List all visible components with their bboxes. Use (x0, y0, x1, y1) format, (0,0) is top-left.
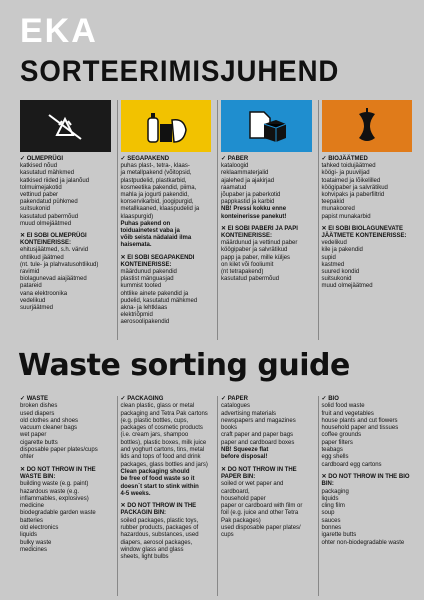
list-item: ohter (20, 454, 34, 461)
note-line: haisemata. (120, 242, 152, 249)
list-item: packages of cosmetic products (120, 425, 203, 432)
list-item: suitsukonid (20, 206, 51, 213)
list-item: määrdunud pakendid (120, 269, 177, 276)
list-item: plastpudelid, plastkarbid, (120, 177, 187, 184)
list-item: diapers, aerosol packages, (120, 539, 193, 546)
list-item: newspapers and magazines (221, 417, 296, 424)
mixed-et-text (20, 156, 111, 312)
list-item: cups (221, 532, 234, 539)
list-item: old clothes and shoes (20, 417, 79, 424)
list-item: vedelikud (321, 240, 347, 247)
list-item: medicines (20, 546, 48, 553)
list-item: jõupaber ja paberkotid (221, 192, 281, 199)
list-item: cling film (321, 503, 345, 510)
list-item: books (221, 425, 238, 432)
list-item: lids and tops of food and drink (120, 454, 201, 461)
list-item: vettinud paber (20, 192, 59, 199)
list-item: biolagunevad aiajäätmed (20, 276, 87, 283)
list-item: house plants and cut flowers (321, 417, 398, 424)
mixed-et-no-head: ✕ EI SOBI OLMEPRÜGI KONTEINERISSE: (20, 233, 87, 247)
list-item: used diapers (20, 410, 55, 417)
list-item: kohvipaks ja paberfiltrid (321, 192, 385, 199)
list-item: old electronics (20, 525, 59, 532)
packaging-et-text (121, 156, 212, 327)
mixed-et-yes-head: ✓ OLMEPRÜGI (20, 156, 64, 162)
list-item: Pak packages) (221, 517, 261, 524)
list-item: batteries (20, 517, 44, 524)
list-item: teepakid (321, 199, 345, 206)
list-item: building waste (e.g. paint) (20, 481, 89, 488)
list-item: inflammables, explosives) (20, 495, 89, 502)
bio-en-yes-head: ✓ BIO (321, 396, 339, 402)
list-item: akna- ja lehtklaas (120, 305, 168, 312)
list-item: cigarette butts (20, 439, 58, 446)
paper-en-text (221, 396, 312, 540)
mixed-en-text (20, 396, 111, 554)
list-item: pappkastid ja karbid (221, 199, 275, 206)
list-item: pakendatud pühkmed (20, 199, 78, 206)
list-item: household paper and tissues (321, 425, 399, 432)
column-mixed (20, 100, 111, 340)
list-item: broken dishes (20, 403, 58, 410)
list-item: window glass and glass (120, 546, 184, 553)
bio-et-yes-head: ✓ BIOJÄÄTMED (321, 156, 368, 162)
packaging-en-no-head: ✕ DO NOT THROW IN THE PACKAGIN BIN: (120, 503, 197, 517)
list-item: katkised riided ja jalanõud (20, 177, 90, 184)
list-item: catalogues (221, 403, 251, 410)
note-line: before disposal! (221, 454, 268, 461)
list-item: vacuum cleaner bags (20, 425, 78, 432)
list-item: advertising materials (221, 410, 277, 417)
list-item: coffee grounds (321, 432, 362, 439)
list-item: rubber products, packages of (120, 525, 199, 532)
note-line: konteinerisse panekut! (221, 213, 287, 220)
note-line: NB! Squeeze flat (221, 447, 269, 454)
column-bio (318, 100, 413, 340)
list-item: papist munakarbid (321, 213, 371, 220)
list-item: toataimed ja lõikelilled (321, 177, 381, 184)
list-item: vana elektroonika (20, 290, 68, 297)
list-item: liquids (20, 532, 38, 539)
note-line: Puhas pakend on (120, 220, 171, 227)
list-item: ohter non-biodegradable waste (321, 539, 405, 546)
mixed-en-yes-head: ✓ WASTE (20, 396, 49, 402)
list-item: sauces (321, 517, 341, 524)
no-recycling-icon (43, 111, 87, 141)
list-item: kasutatud mähkmed (20, 170, 75, 177)
list-item: biodegradable garden waste (20, 510, 96, 517)
list-item: household paper (221, 495, 266, 502)
list-item: katkised nõud (20, 163, 58, 170)
list-item: köögipaber ja salvrätikud (321, 184, 388, 191)
packaging-en-yes-head: ✓ PACKAGING (120, 396, 164, 402)
list-item: cardboard, (221, 488, 250, 495)
column-waste-en (20, 396, 111, 596)
list-item: (i.e. cream jars, shampoo (120, 432, 189, 439)
list-item: elektriõpmid (120, 312, 153, 319)
list-item: pudelid, kasutatud mähkmed (120, 297, 198, 304)
list-item: kastmed (321, 261, 345, 268)
list-item: kosmeetika pakendid, piima, (120, 184, 197, 191)
list-item: bottles), plastic boxes, milk juice (120, 439, 207, 446)
list-item: soup (321, 510, 335, 517)
list-item: reklaammaterjalid (221, 170, 269, 177)
list-item: packaging and Tetra Pak cartons (120, 410, 208, 417)
list-item: foil (e.g. juice and other Tetra (221, 510, 299, 517)
list-item: ohtlike ainete pakendid ja (120, 290, 189, 297)
list-item: puhas plast-, tetra-, klaas- (120, 163, 190, 170)
list-item: clean plastic, glass or metal (120, 403, 195, 410)
list-item: plastist mänguasjad (120, 276, 174, 283)
note-line: toiduainetest vaba ja (120, 228, 180, 235)
list-item: paper and cardboard boxes (221, 439, 295, 446)
list-item: kataloogid (221, 163, 249, 170)
list-item: (nt. tule- ja plahvatusohtlikud) (20, 261, 99, 268)
list-item: kile ja pakendid (321, 247, 363, 254)
list-item: soiled or wet paper and (221, 481, 284, 488)
list-item: tolmuimejakotid (20, 184, 62, 191)
column-packaging-en (117, 396, 212, 596)
list-item: tahked toidujäätmed (321, 163, 376, 170)
page-title: SORTEERIMISJUHEND (20, 55, 340, 88)
list-item: köögi- ja puuviljad (321, 170, 370, 177)
list-item: muud olmejäätmed (321, 283, 373, 290)
bio-et-no-head: ✕ EI SOBI BIOLAGUNEVATE JÄÄTMETE KONTEINERISSE: (321, 225, 407, 240)
list-item: patareid (20, 283, 42, 290)
note-line: Clean packaging should (120, 468, 190, 475)
list-item: medicine (20, 503, 45, 510)
list-item: ravimid (20, 269, 40, 276)
list-item: supid (321, 254, 336, 261)
paper-et-yes-head: ✓ PABER (221, 156, 249, 162)
list-item: vedelikud (20, 297, 46, 304)
list-item: ohtlikud jäätmed (20, 254, 64, 261)
mixed-en-no-head: ✕ DO NOT THROW IN THE WASTE BIN: (20, 466, 96, 480)
bio-en-text (322, 396, 413, 547)
note-line: doesn´t start to stink within (120, 483, 199, 490)
list-item: fruit and vegetables (321, 410, 374, 417)
paper-box-icon (242, 108, 290, 144)
bio-icon-box (322, 100, 413, 152)
list-item: määrdunud ja vettinud paber (221, 240, 298, 247)
paper-icon-box (221, 100, 312, 152)
list-item: suured kondid (321, 269, 360, 276)
paper-en-no-head: ✕ DO NOT THROW IN THE PAPER BIN: (221, 466, 297, 480)
english-section (20, 396, 412, 596)
list-item: kummist tooted (120, 283, 162, 290)
list-item: suitsukonid (321, 276, 352, 283)
list-item: ajalehed ja ajakirjad (221, 177, 275, 184)
packaging-icon-box (121, 100, 212, 152)
list-item: igarette butts (321, 532, 357, 539)
list-item: kasutatud pabermõud (20, 213, 79, 220)
paper-en-yes-head: ✓ PAPER (221, 396, 248, 402)
list-item: muud olmejäätmed (20, 220, 72, 227)
list-item: köögipaber ja salvrätikud (221, 247, 288, 254)
list-item: used disposable paper plates/ (221, 525, 301, 532)
paper-et-no-head: ✕ EI SOBI PABERI JA PAPI KONTEINERISSE: (221, 225, 298, 240)
list-item: suurjäätmed (20, 305, 54, 312)
bio-en-no-head: ✕ DO NOT THROW IN THE BIO BIN: (321, 473, 410, 488)
list-item: aerosoolipakendid (120, 319, 170, 326)
brand-logo: EKA (20, 12, 98, 50)
list-item: (e.g. plastic bottles, cups, (120, 417, 189, 424)
list-item: disposable paper plates/cups (20, 447, 98, 454)
list-item: on kilet või fooliumit (221, 261, 274, 268)
list-item: hazardous waste (e.g. (20, 488, 80, 495)
list-item: wet paper (20, 432, 47, 439)
list-item: ja metallpakend (võitopsid, (120, 170, 192, 177)
list-item: sheets, light bulbs (120, 554, 169, 561)
packaging-icon (142, 108, 190, 144)
bio-et-text (322, 156, 413, 291)
paper-et-text (221, 156, 312, 283)
list-item: bonnes (321, 525, 342, 532)
list-item: munakoored (321, 206, 355, 213)
list-item: bulky waste (20, 539, 52, 546)
mixed-waste-icon-box (20, 100, 111, 152)
list-item: klaaspurgid) (120, 213, 154, 220)
column-paper (217, 100, 312, 340)
list-item: packages, glass bottles and jars) (120, 461, 208, 468)
note-line: NB! Pressi kokku enne (221, 206, 287, 213)
list-item: konservikarbid, joogipurgid, (120, 199, 194, 206)
list-item: soiled packages, plastic toys, (120, 517, 199, 524)
column-paper-en (217, 396, 312, 596)
list-item: solid food waste (321, 403, 365, 410)
estonian-section (20, 100, 412, 340)
list-item: teabags (321, 447, 343, 454)
list-item: mahla ja jogurti pakendid, (120, 192, 189, 199)
list-item: hazardous, substances, used (120, 532, 199, 539)
list-item: kasutatud pabermõud (221, 276, 280, 283)
packaging-et-yes-head: ✓ SEGAPAKEND (120, 156, 170, 162)
packaging-en-text (121, 396, 212, 562)
apple-core-icon (352, 106, 382, 146)
list-item: papp ja paber, mille küljes (221, 254, 291, 261)
list-item: paper filters (321, 439, 353, 446)
note-line: be free of food waste so it (120, 476, 195, 483)
column-packaging (117, 100, 212, 340)
packaging-et-no-head: ✕ EI SOBI SEGAPAKENDI KONTEINERISSE: (120, 254, 195, 268)
list-item: packaging (321, 488, 349, 495)
list-item: craft paper and paper bags (221, 432, 294, 439)
list-item: metallkaaned, klaaspudelid ja (120, 206, 200, 213)
list-item: cardboard egg cartons (321, 461, 382, 468)
note-line: 4-5 weeks. (120, 490, 151, 497)
list-item: (nt tetrapakend) (221, 269, 264, 276)
list-item: paper or cardboard with film or (221, 503, 303, 510)
list-item: liquids (321, 495, 339, 502)
guide-title: Waste sorting guide (18, 348, 350, 383)
list-item: raamatud (221, 184, 247, 191)
list-item: ehitusjäätmed, s.h. värvid (20, 247, 89, 254)
note-line: võib seista nädalaid ilma (120, 235, 192, 242)
list-item: egg shells (321, 454, 349, 461)
column-bio-en (318, 396, 413, 596)
list-item: and yoghurt cartons, tins, metal (120, 447, 205, 454)
